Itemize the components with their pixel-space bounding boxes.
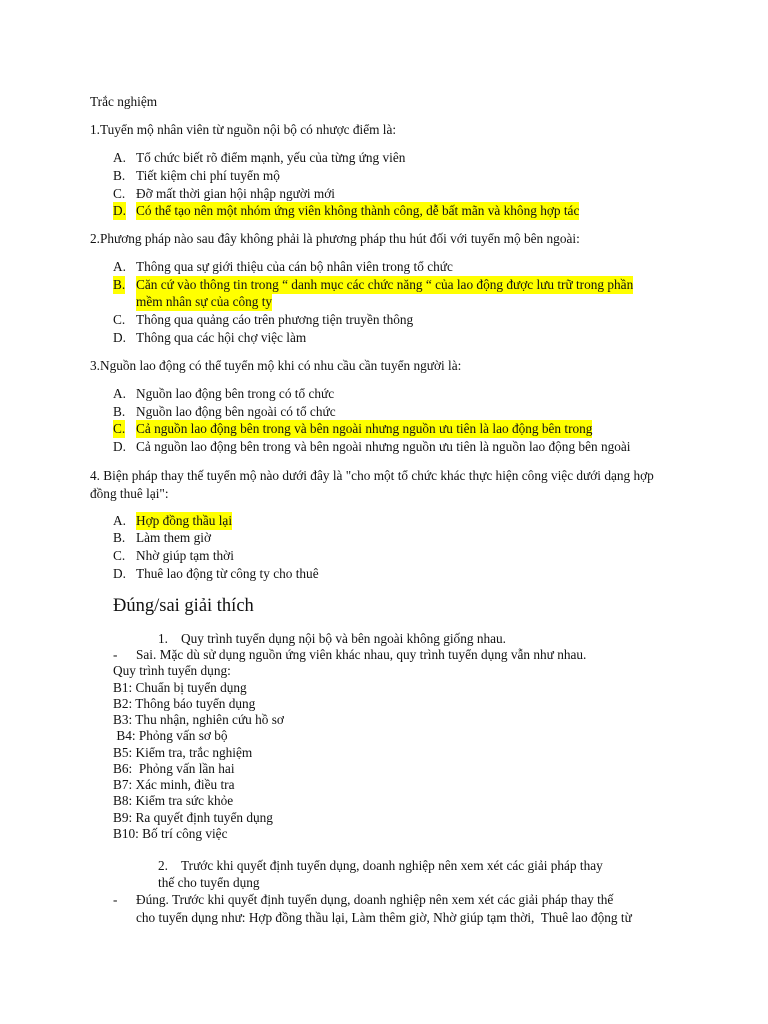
- step-item: B9: Ra quyết định tuyển dụng: [113, 810, 273, 825]
- option-letter: B.: [113, 277, 126, 292]
- item-1-answer: Sai. Mặc dù sử dụng nguồn ứng viên khác nhau, quy trình tuyển dụng vẫn như nhau.: [136, 647, 587, 662]
- option-1b: [0, 167, 768, 185]
- option-4b: [0, 529, 768, 547]
- item-2-dash: -: [113, 892, 118, 907]
- option-1a: [0, 149, 768, 167]
- option-letter: D.: [113, 566, 126, 581]
- option-text: Thông qua các hội chợ việc làm: [136, 330, 307, 345]
- option-text: Nguồn lao động bên trong có tổ chức: [136, 386, 335, 401]
- option-letter: A.: [113, 386, 126, 401]
- option-letter: A.: [113, 150, 126, 165]
- option-2d: [0, 329, 768, 347]
- item-1-statement: Quy trình tuyển dụng nội bộ và bên ngoài không giống nhau.: [181, 631, 506, 646]
- option-2a: [0, 258, 768, 276]
- item-1-number: 1.: [158, 631, 168, 646]
- option-text: Nguồn lao động bên ngoài có tổ chức: [136, 404, 336, 419]
- question-4-line2: đồng thuê lại":: [90, 486, 169, 501]
- item-2-number: 2.: [158, 858, 168, 873]
- option-4a-highlighted: [0, 512, 768, 530]
- option-letter: A.: [113, 259, 126, 274]
- option-text: Cả nguồn lao động bên trong và bên ngoài nhưng nguồn ưu tiên là lao động bên trong: [136, 421, 593, 436]
- step-item: B8: Kiểm tra sức khỏe: [113, 793, 234, 808]
- section-heading: Đúng/sai giải thích: [113, 596, 254, 616]
- step-item: B10: Bố trí công việc: [113, 826, 228, 841]
- option-text: Có thể tạo nên một nhóm ứng viên không thành công, dễ bất mãn và không hợp tác: [136, 203, 580, 218]
- step-item: B1: Chuẩn bị tuyển dụng: [113, 680, 247, 695]
- option-letter: B.: [113, 530, 126, 545]
- option-1c: [0, 185, 768, 203]
- option-text: Nhờ giúp tạm thời: [136, 548, 234, 563]
- option-letter: C.: [113, 186, 126, 201]
- option-text: Tiết kiệm chi phí tuyển mộ: [136, 168, 280, 183]
- option-text: Làm them giờ: [136, 530, 211, 545]
- option-letter: D.: [113, 203, 126, 218]
- option-4c: [0, 547, 768, 565]
- option-3d: [0, 438, 768, 456]
- option-letter: C.: [113, 421, 126, 436]
- page-title: Trắc nghiệm: [90, 94, 158, 109]
- option-3c-highlighted: [0, 420, 768, 438]
- option-letter: D.: [113, 439, 126, 454]
- step-item: B6: Phỏng vấn lần hai: [113, 761, 235, 776]
- item-2-statement: Trước khi quyết định tuyển dụng, doanh nghiệp nên xem xét các giải pháp thay: [181, 858, 603, 873]
- option-text: Thông qua sự giới thiệu của cán bộ nhân viên trong tổ chức: [136, 259, 453, 274]
- option-letter: C.: [113, 312, 126, 327]
- option-letter: A.: [113, 513, 126, 528]
- step-item: B4: Phỏng vấn sơ bộ: [113, 728, 228, 743]
- step-item: B3: Thu nhận, nghiên cứu hồ sơ: [113, 712, 284, 727]
- option-2c: [0, 311, 768, 329]
- question-4: 4. Biện pháp thay thế tuyển mộ nào dưới đây là "cho một tổ chức khác thực hiện công việc dưới dạng hợp: [90, 468, 654, 483]
- item-2-statement-line2: thế cho tuyển dụng: [158, 875, 260, 890]
- option-letter: C.: [113, 548, 126, 563]
- item-2-answer: Đúng. Trước khi quyết định tuyển dụng, doanh nghiệp nên xem xét các giải pháp thay thế: [136, 892, 614, 907]
- step-item: B2: Thông báo tuyển dụng: [113, 696, 256, 711]
- option-text: Thuê lao động từ công ty cho thuê: [136, 566, 319, 581]
- option-text: Đỡ mất thời gian hội nhập người mới: [136, 186, 335, 201]
- option-3a: [0, 385, 768, 403]
- option-text: Tổ chức biết rõ điểm mạnh, yếu của từng ứng viên: [136, 150, 406, 165]
- option-text-line2: mềm nhân sự của công ty: [136, 294, 273, 309]
- step-item: B7: Xác minh, điều tra: [113, 777, 235, 792]
- option-letter: D.: [113, 330, 126, 345]
- option-1d-highlighted: [0, 202, 768, 220]
- question-3: 3.Nguồn lao động có thể tuyển mộ khi có nhu cầu cần tuyển người là:: [90, 358, 462, 373]
- option-text: Thông qua quảng cáo trên phương tiện truyền thông: [136, 312, 414, 327]
- option-letter: B.: [113, 168, 126, 183]
- step-item: B5: Kiểm tra, trắc nghiệm: [113, 745, 253, 760]
- option-text: Căn cứ vào thông tin trong “ danh mục các chức năng “ của lao động được lưu trữ trong phần: [136, 277, 634, 292]
- option-4d: [0, 565, 768, 583]
- question-1: 1.Tuyển mộ nhân viên từ nguồn nội bộ có nhược điểm là:: [90, 122, 397, 137]
- steps-title: Quy trình tuyển dụng:: [113, 663, 231, 678]
- option-2b-highlighted: [0, 276, 768, 312]
- item-1-dash: -: [113, 647, 118, 662]
- option-3b: [0, 403, 768, 421]
- option-letter: B.: [113, 404, 126, 419]
- option-text: Hợp đồng thầu lại: [136, 513, 233, 528]
- item-2-answer-line2: cho tuyển dụng như: Hợp đồng thầu lại, Làm thêm giờ, Nhờ giúp tạm thời, Thuê lao động từ: [136, 910, 632, 925]
- option-text: Cả nguồn lao động bên trong và bên ngoài nhưng nguồn ưu tiên là nguồn lao động bên ngoài: [136, 439, 631, 454]
- question-2: 2.Phương pháp nào sau đây không phải là phương pháp thu hút đối với tuyển mộ bên ngoài:: [90, 231, 580, 246]
